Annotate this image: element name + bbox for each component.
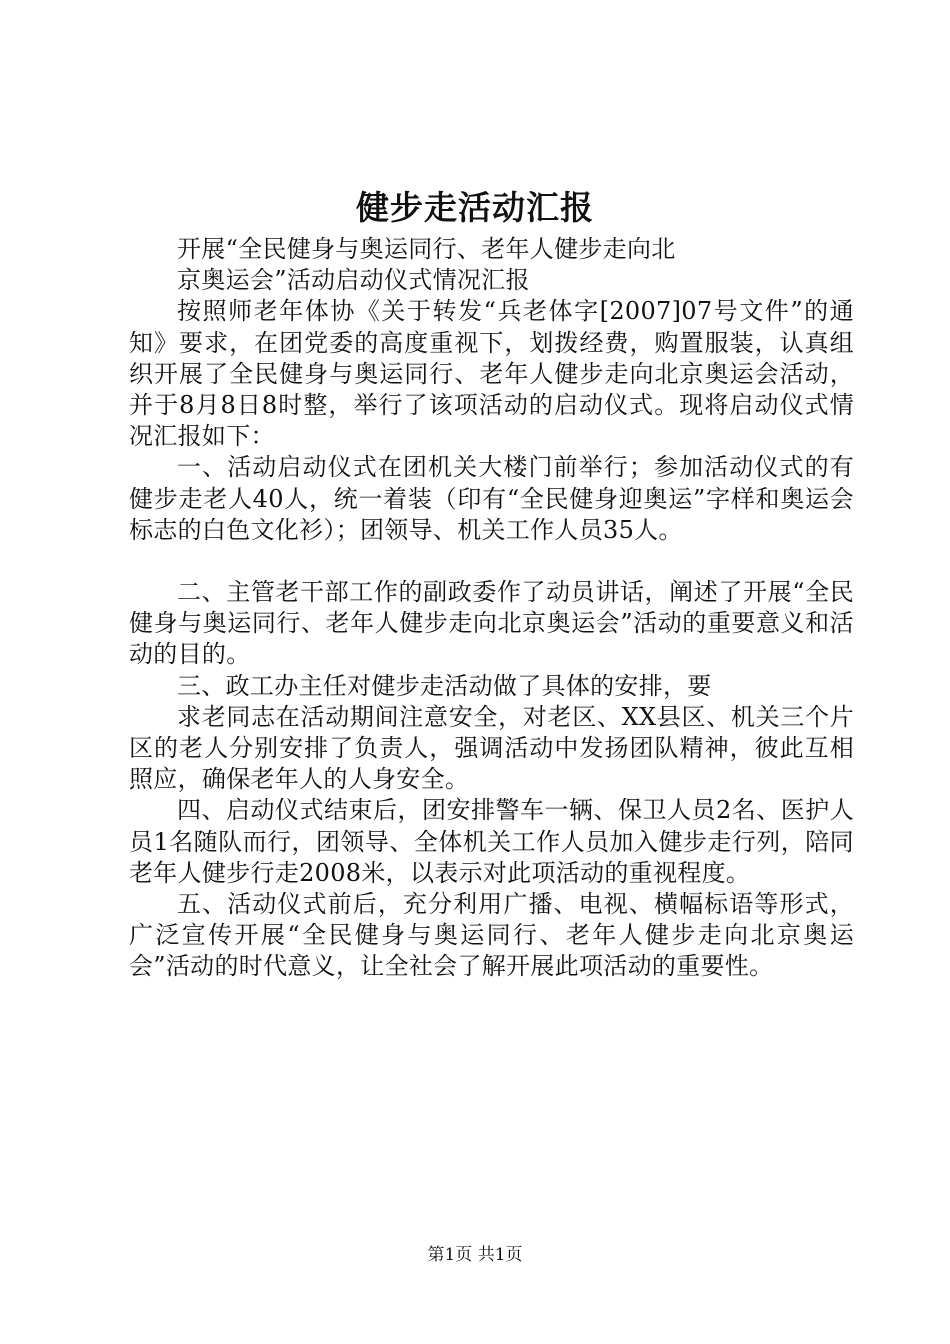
- subtitle-line-2: 京奥运会”活动启动仪式情况汇报: [177, 266, 530, 295]
- subtitle-line-1: 开展“全民健身与奥运同行、老年人健步走向北: [177, 235, 676, 263]
- paragraph-section-1: 一、活动启动仪式在团机关大楼门前举行；参加活动仪式的有健步走老人40人，统一着装（印有“全民健身迎奥运”字样和奥运会标志的白色文化衫）；团领导、机关工作人员35人。: [129, 453, 854, 544]
- paragraph-section-3-cont: 求老同志在活动期间注意安全，对老区、XX县区、机关三个片区的老人分别安排了负责人，强调活动中发扬团队精神，彼此互相照应，确保老年人的人身安全。: [129, 702, 854, 794]
- paragraph-section-4: 四、启动仪式结束后，团安排警车一辆、保卫人员2名、医护人员1名随队而行，团领导、全体机关工作人员加入健步走行列，陪同老年人健步行走2008米，以表示对此项活动的重视程度。: [129, 796, 854, 887]
- paragraph-gap: [129, 546, 854, 577]
- document-body: [129, 234, 854, 983]
- paragraph-section-2: 二、主管老干部工作的副政委作了动员讲话，阐述了开展“全民健身与奥运同行、老年人健步走向北京奥运会”活动的重要意义和活动的目的。: [129, 578, 854, 669]
- page-footer: 第1页 共1页: [427, 1245, 523, 1265]
- document-title: 健步走活动汇报: [356, 188, 594, 227]
- paragraph-intro: 按照师老年体协《关于转发“兵老体字[2007]07号文件”的通知》要求，在团党委的高度重视下，划拨经费，购置服装，认真组织开展了全民健身与奥运同行、老年人健步走向北京奥运会活动，并于8月8日8时整，举行了该项活动的启动仪式。现将启动仪式情况汇报如下：: [129, 297, 854, 451]
- paragraph-section-3-start: 三、政工办主任对健步走活动做了具体的安排，要: [177, 671, 712, 700]
- paragraph-section-5: 五、活动仪式前后，充分利用广播、电视、横幅标语等形式，广泛宣传开展“全民健身与奥运同行、老年人健步走向北京奥运会”活动的时代意义，让全社会了解开展此项活动的重要性。: [129, 890, 854, 981]
